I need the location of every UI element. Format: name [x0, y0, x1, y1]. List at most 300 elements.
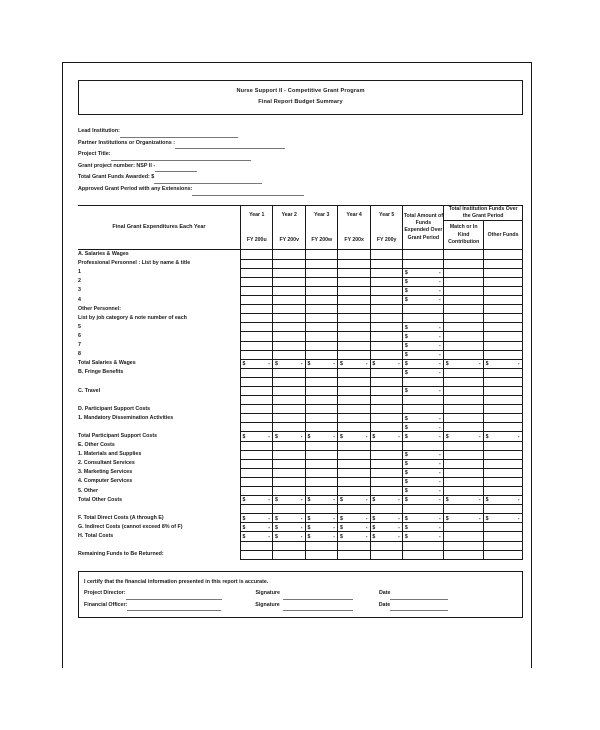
entry-cell[interactable]: [273, 305, 305, 314]
entry-cell[interactable]: [305, 505, 337, 514]
entry-cell[interactable]: [338, 468, 370, 477]
amount-cell[interactable]: [403, 296, 444, 305]
entry-cell[interactable]: [484, 459, 523, 468]
entry-cell[interactable]: [305, 268, 337, 277]
amount-cell[interactable]: [305, 532, 337, 541]
entry-cell[interactable]: [484, 250, 523, 260]
amount-cell[interactable]: [403, 487, 444, 496]
entry-cell[interactable]: [370, 541, 402, 550]
amount-cell[interactable]: [484, 432, 523, 441]
signatory-name-rule[interactable]: [127, 604, 221, 611]
entry-cell[interactable]: [240, 350, 272, 359]
entry-cell[interactable]: [273, 277, 305, 286]
entry-cell[interactable]: [484, 523, 523, 532]
entry-cell[interactable]: [370, 305, 402, 314]
amount-cell[interactable]: [273, 432, 305, 441]
entry-cell[interactable]: [240, 450, 272, 459]
entry-cell[interactable]: [403, 505, 444, 514]
entry-cell[interactable]: [273, 541, 305, 550]
entry-cell[interactable]: [240, 468, 272, 477]
entry-cell[interactable]: [305, 305, 337, 314]
entry-cell[interactable]: [444, 459, 484, 468]
entry-cell[interactable]: [370, 323, 402, 332]
amount-cell[interactable]: [240, 523, 272, 532]
amount-cell[interactable]: [338, 514, 370, 523]
row-label: 5. Other: [78, 487, 240, 496]
entry-cell[interactable]: [484, 441, 523, 450]
entry-cell[interactable]: [484, 277, 523, 286]
entry-cell[interactable]: [273, 396, 305, 405]
entry-cell[interactable]: [305, 405, 337, 414]
amount-cell[interactable]: [338, 359, 370, 368]
entry-cell[interactable]: [444, 314, 484, 323]
entry-cell[interactable]: [338, 286, 370, 295]
entry-cell[interactable]: [370, 487, 402, 496]
entry-cell[interactable]: [444, 250, 484, 260]
entry-cell[interactable]: [305, 377, 337, 386]
entry-cell[interactable]: [273, 323, 305, 332]
entry-cell[interactable]: [403, 396, 444, 405]
entry-cell[interactable]: [370, 477, 402, 486]
amount-cell[interactable]: [403, 359, 444, 368]
entry-cell[interactable]: [370, 268, 402, 277]
entry-cell[interactable]: [240, 314, 272, 323]
entry-cell[interactable]: [484, 396, 523, 405]
entry-cell[interactable]: [305, 487, 337, 496]
amount-cell[interactable]: [403, 423, 444, 432]
entry-cell[interactable]: [484, 468, 523, 477]
entry-cell[interactable]: [484, 405, 523, 414]
year-4-fy: FY 200x: [344, 236, 364, 243]
entry-cell[interactable]: [240, 386, 272, 395]
amount-cell[interactable]: [273, 532, 305, 541]
amount-cell[interactable]: [444, 496, 484, 505]
entry-cell[interactable]: [370, 468, 402, 477]
amount-cell[interactable]: [240, 496, 272, 505]
field-input-rule[interactable]: [154, 177, 262, 184]
entry-cell[interactable]: [403, 550, 444, 559]
entry-cell[interactable]: [240, 377, 272, 386]
entry-cell[interactable]: [403, 377, 444, 386]
year-5-top: Year 5: [379, 211, 395, 218]
entry-cell[interactable]: [444, 423, 484, 432]
amount-cell[interactable]: [403, 386, 444, 395]
entry-cell[interactable]: [338, 250, 370, 260]
entry-cell[interactable]: [370, 414, 402, 423]
amount-cell[interactable]: [403, 514, 444, 523]
entry-cell[interactable]: [273, 414, 305, 423]
entry-cell[interactable]: [444, 523, 484, 532]
entry-cell[interactable]: [370, 250, 402, 260]
entry-cell[interactable]: [305, 296, 337, 305]
entry-cell[interactable]: [444, 477, 484, 486]
entry-cell[interactable]: [370, 341, 402, 350]
entry-cell[interactable]: [240, 477, 272, 486]
field-input-rule[interactable]: [192, 189, 304, 196]
amount-cell[interactable]: [403, 341, 444, 350]
date-rule[interactable]: [390, 593, 448, 600]
amount-cell[interactable]: [240, 359, 272, 368]
entry-cell[interactable]: [240, 305, 272, 314]
entry-cell[interactable]: [370, 450, 402, 459]
entry-cell[interactable]: [338, 268, 370, 277]
entry-cell[interactable]: [338, 505, 370, 514]
entry-cell[interactable]: [240, 459, 272, 468]
entry-cell[interactable]: [370, 550, 402, 559]
entry-cell[interactable]: [370, 332, 402, 341]
entry-cell[interactable]: [370, 441, 402, 450]
entry-cell[interactable]: [305, 386, 337, 395]
program-title: Nurse Support II - Competitive Grant Program: [236, 88, 365, 94]
entry-cell[interactable]: [240, 277, 272, 286]
signature-rule[interactable]: [283, 604, 353, 611]
entry-cell[interactable]: [273, 268, 305, 277]
field-input-rule[interactable]: [111, 154, 251, 161]
entry-cell[interactable]: [273, 341, 305, 350]
amount-cell[interactable]: [338, 523, 370, 532]
entry-cell[interactable]: [338, 277, 370, 286]
amount-cell[interactable]: [444, 514, 484, 523]
entry-cell[interactable]: [484, 414, 523, 423]
entry-cell[interactable]: [305, 277, 337, 286]
amount-cell[interactable]: [338, 432, 370, 441]
entry-cell[interactable]: [273, 386, 305, 395]
entry-cell[interactable]: [484, 423, 523, 432]
entry-cell[interactable]: [240, 250, 272, 260]
entry-cell[interactable]: [305, 450, 337, 459]
amount-cell[interactable]: [338, 496, 370, 505]
entry-cell[interactable]: [338, 341, 370, 350]
entry-cell[interactable]: [273, 296, 305, 305]
entry-cell[interactable]: [305, 250, 337, 260]
entry-cell[interactable]: [444, 377, 484, 386]
field-input-rule[interactable]: [120, 131, 238, 138]
entry-cell[interactable]: [484, 323, 523, 332]
entry-cell[interactable]: [338, 323, 370, 332]
signature-rule[interactable]: [283, 593, 353, 600]
table-row: [78, 286, 523, 295]
col-header-total-expended: Total Amount of Funds Expended Over Grant Period: [403, 205, 444, 250]
entry-cell[interactable]: [273, 377, 305, 386]
col-header-year-1: [240, 205, 272, 250]
entry-cell[interactable]: [484, 268, 523, 277]
entry-cell[interactable]: [240, 341, 272, 350]
entry-cell[interactable]: [240, 541, 272, 550]
row-label: 1. Mandatory Dissemination Activities: [78, 414, 240, 423]
amount-cell[interactable]: [403, 450, 444, 459]
entry-cell[interactable]: [338, 368, 370, 377]
amount-cell[interactable]: [403, 350, 444, 359]
entry-cell[interactable]: [305, 414, 337, 423]
entry-cell[interactable]: [240, 405, 272, 414]
entry-cell[interactable]: [444, 386, 484, 395]
entry-cell[interactable]: [240, 396, 272, 405]
amount-cell[interactable]: [484, 359, 523, 368]
entry-cell[interactable]: [305, 541, 337, 550]
entry-cell[interactable]: [305, 332, 337, 341]
entry-cell[interactable]: [273, 368, 305, 377]
entry-cell[interactable]: [338, 477, 370, 486]
row-label: [78, 377, 240, 386]
entry-cell[interactable]: [240, 268, 272, 277]
entry-cell[interactable]: [273, 350, 305, 359]
date-rule[interactable]: [390, 604, 448, 611]
entry-cell[interactable]: [444, 259, 484, 268]
entry-cell[interactable]: [370, 286, 402, 295]
amount-cell[interactable]: [403, 532, 444, 541]
entry-cell[interactable]: [305, 477, 337, 486]
entry-cell[interactable]: [240, 332, 272, 341]
entry-cell[interactable]: [370, 423, 402, 432]
entry-cell[interactable]: [273, 450, 305, 459]
amount-cell[interactable]: [370, 514, 402, 523]
entry-cell[interactable]: [338, 377, 370, 386]
entry-cell[interactable]: [240, 505, 272, 514]
entry-cell[interactable]: [444, 468, 484, 477]
amount-cell[interactable]: [403, 268, 444, 277]
entry-cell[interactable]: [338, 541, 370, 550]
table-row: [78, 441, 523, 450]
amount-cell[interactable]: [240, 432, 272, 441]
entry-cell[interactable]: [273, 259, 305, 268]
entry-cell[interactable]: [370, 396, 402, 405]
amount-cell[interactable]: [444, 432, 484, 441]
entry-cell[interactable]: [370, 259, 402, 268]
entry-cell[interactable]: [305, 314, 337, 323]
entry-cell[interactable]: [444, 541, 484, 550]
amount-cell[interactable]: [240, 532, 272, 541]
amount-cell[interactable]: [403, 468, 444, 477]
amount-cell[interactable]: [305, 496, 337, 505]
amount-cell[interactable]: [273, 514, 305, 523]
entry-cell[interactable]: [240, 487, 272, 496]
entry-cell[interactable]: [240, 423, 272, 432]
entry-cell[interactable]: [240, 441, 272, 450]
entry-cell[interactable]: [338, 259, 370, 268]
row-label: B. Fringe Benefits: [78, 368, 240, 377]
amount-cell[interactable]: [273, 359, 305, 368]
entry-cell[interactable]: [484, 296, 523, 305]
year-4-top: Year 4: [346, 211, 362, 218]
amount-cell[interactable]: [305, 514, 337, 523]
entry-cell[interactable]: [403, 314, 444, 323]
entry-cell[interactable]: [370, 405, 402, 414]
amount-cell[interactable]: [403, 477, 444, 486]
entry-cell[interactable]: [370, 277, 402, 286]
entry-cell[interactable]: [338, 405, 370, 414]
entry-cell[interactable]: [338, 332, 370, 341]
entry-cell[interactable]: [444, 323, 484, 332]
entry-cell[interactable]: [444, 505, 484, 514]
amount-cell[interactable]: [370, 432, 402, 441]
entry-cell[interactable]: [444, 277, 484, 286]
entry-cell[interactable]: [305, 423, 337, 432]
entry-cell[interactable]: [305, 350, 337, 359]
entry-cell[interactable]: [240, 368, 272, 377]
entry-cell[interactable]: [305, 286, 337, 295]
amount-cell[interactable]: [273, 496, 305, 505]
entry-cell[interactable]: [484, 259, 523, 268]
entry-cell[interactable]: [444, 332, 484, 341]
amount-cell[interactable]: [484, 496, 523, 505]
entry-cell[interactable]: [444, 450, 484, 459]
entry-cell[interactable]: [273, 550, 305, 559]
entry-cell[interactable]: [273, 505, 305, 514]
entry-cell[interactable]: [403, 259, 444, 268]
amount-cell[interactable]: [403, 496, 444, 505]
entry-cell[interactable]: [305, 323, 337, 332]
entry-cell[interactable]: [403, 405, 444, 414]
entry-cell[interactable]: [444, 368, 484, 377]
entry-cell[interactable]: [273, 459, 305, 468]
amount-cell[interactable]: [370, 496, 402, 505]
entry-cell[interactable]: [484, 532, 523, 541]
amount-cell[interactable]: [403, 459, 444, 468]
entry-cell[interactable]: [338, 386, 370, 395]
amount-cell[interactable]: [403, 368, 444, 377]
entry-cell[interactable]: [273, 423, 305, 432]
amount-cell[interactable]: [403, 432, 444, 441]
entry-cell[interactable]: [484, 450, 523, 459]
amount-cell[interactable]: [403, 277, 444, 286]
entry-cell[interactable]: [444, 296, 484, 305]
entry-cell[interactable]: [273, 468, 305, 477]
entry-cell[interactable]: [273, 441, 305, 450]
entry-cell[interactable]: [444, 350, 484, 359]
entry-cell[interactable]: [305, 259, 337, 268]
entry-cell[interactable]: [370, 314, 402, 323]
amount-cell[interactable]: [305, 523, 337, 532]
entry-cell[interactable]: [305, 396, 337, 405]
table-row: [78, 377, 523, 386]
field-label: Partner Institutions or Organizations :: [78, 139, 176, 146]
amount-cell[interactable]: [403, 286, 444, 295]
signature-row: [84, 588, 517, 600]
amount-cell[interactable]: [444, 359, 484, 368]
entry-cell[interactable]: [338, 350, 370, 359]
amount-cell[interactable]: [403, 323, 444, 332]
entry-cell[interactable]: [444, 532, 484, 541]
entry-cell[interactable]: [338, 459, 370, 468]
amount-cell[interactable]: [370, 532, 402, 541]
entry-cell[interactable]: [240, 286, 272, 295]
entry-cell[interactable]: [273, 332, 305, 341]
entry-cell[interactable]: [484, 368, 523, 377]
entry-cell[interactable]: [484, 505, 523, 514]
entry-cell[interactable]: [444, 487, 484, 496]
amount-cell[interactable]: [484, 514, 523, 523]
entry-cell[interactable]: [403, 250, 444, 260]
entry-cell[interactable]: [240, 296, 272, 305]
entry-cell[interactable]: [484, 305, 523, 314]
entry-cell[interactable]: [338, 450, 370, 459]
entry-cell[interactable]: [403, 305, 444, 314]
entry-cell[interactable]: [484, 550, 523, 559]
entry-cell[interactable]: [305, 341, 337, 350]
entry-cell[interactable]: [370, 350, 402, 359]
entry-cell[interactable]: [305, 550, 337, 559]
entry-cell[interactable]: [305, 441, 337, 450]
entry-cell[interactable]: [484, 341, 523, 350]
amount-cell[interactable]: [305, 432, 337, 441]
entry-cell[interactable]: [305, 459, 337, 468]
entry-cell[interactable]: [338, 396, 370, 405]
entry-cell[interactable]: [273, 405, 305, 414]
entry-cell[interactable]: [273, 477, 305, 486]
entry-cell[interactable]: [370, 505, 402, 514]
entry-cell[interactable]: [444, 550, 484, 559]
entry-cell[interactable]: [273, 286, 305, 295]
entry-cell[interactable]: [444, 405, 484, 414]
amount-cell[interactable]: [305, 359, 337, 368]
entry-cell[interactable]: [484, 286, 523, 295]
entry-cell[interactable]: [338, 296, 370, 305]
amount-cell[interactable]: [370, 359, 402, 368]
entry-cell[interactable]: [444, 305, 484, 314]
year-3-top: Year 3: [314, 211, 330, 218]
entry-cell[interactable]: [338, 487, 370, 496]
entry-cell[interactable]: [370, 377, 402, 386]
entry-cell[interactable]: [484, 314, 523, 323]
entry-cell[interactable]: [338, 441, 370, 450]
entry-cell[interactable]: [338, 314, 370, 323]
entry-cell[interactable]: [370, 386, 402, 395]
entry-cell[interactable]: [444, 286, 484, 295]
entry-cell[interactable]: [273, 487, 305, 496]
entry-cell[interactable]: [484, 350, 523, 359]
signatory-name-rule[interactable]: [126, 593, 222, 600]
entry-cell[interactable]: [273, 250, 305, 260]
entry-cell[interactable]: [484, 377, 523, 386]
amount-cell[interactable]: [338, 532, 370, 541]
amount-cell[interactable]: [403, 332, 444, 341]
amount-cell[interactable]: [273, 523, 305, 532]
entry-cell[interactable]: [240, 323, 272, 332]
amount-cell[interactable]: [240, 514, 272, 523]
entry-cell[interactable]: [305, 468, 337, 477]
entry-cell[interactable]: [273, 314, 305, 323]
field-input-rule[interactable]: [175, 142, 285, 149]
entry-cell[interactable]: [338, 550, 370, 559]
entry-cell[interactable]: [240, 414, 272, 423]
entry-cell[interactable]: [444, 441, 484, 450]
entry-cell[interactable]: [444, 268, 484, 277]
field-input-rule[interactable]: [155, 165, 197, 172]
entry-cell[interactable]: [403, 541, 444, 550]
entry-cell[interactable]: [338, 305, 370, 314]
amount-cell[interactable]: [370, 523, 402, 532]
entry-cell[interactable]: [370, 459, 402, 468]
entry-cell[interactable]: [484, 477, 523, 486]
entry-cell[interactable]: [484, 332, 523, 341]
entry-cell[interactable]: [484, 541, 523, 550]
amount-cell[interactable]: [403, 414, 444, 423]
entry-cell[interactable]: [444, 414, 484, 423]
amount-cell[interactable]: [403, 523, 444, 532]
entry-cell[interactable]: [338, 423, 370, 432]
entry-cell[interactable]: [305, 368, 337, 377]
entry-cell[interactable]: [240, 550, 272, 559]
entry-cell[interactable]: [370, 368, 402, 377]
entry-cell[interactable]: [240, 259, 272, 268]
entry-cell[interactable]: [403, 441, 444, 450]
entry-cell[interactable]: [484, 386, 523, 395]
entry-cell[interactable]: [444, 341, 484, 350]
entry-cell[interactable]: [484, 487, 523, 496]
entry-cell[interactable]: [338, 414, 370, 423]
entry-cell[interactable]: [370, 296, 402, 305]
entry-cell[interactable]: [444, 396, 484, 405]
